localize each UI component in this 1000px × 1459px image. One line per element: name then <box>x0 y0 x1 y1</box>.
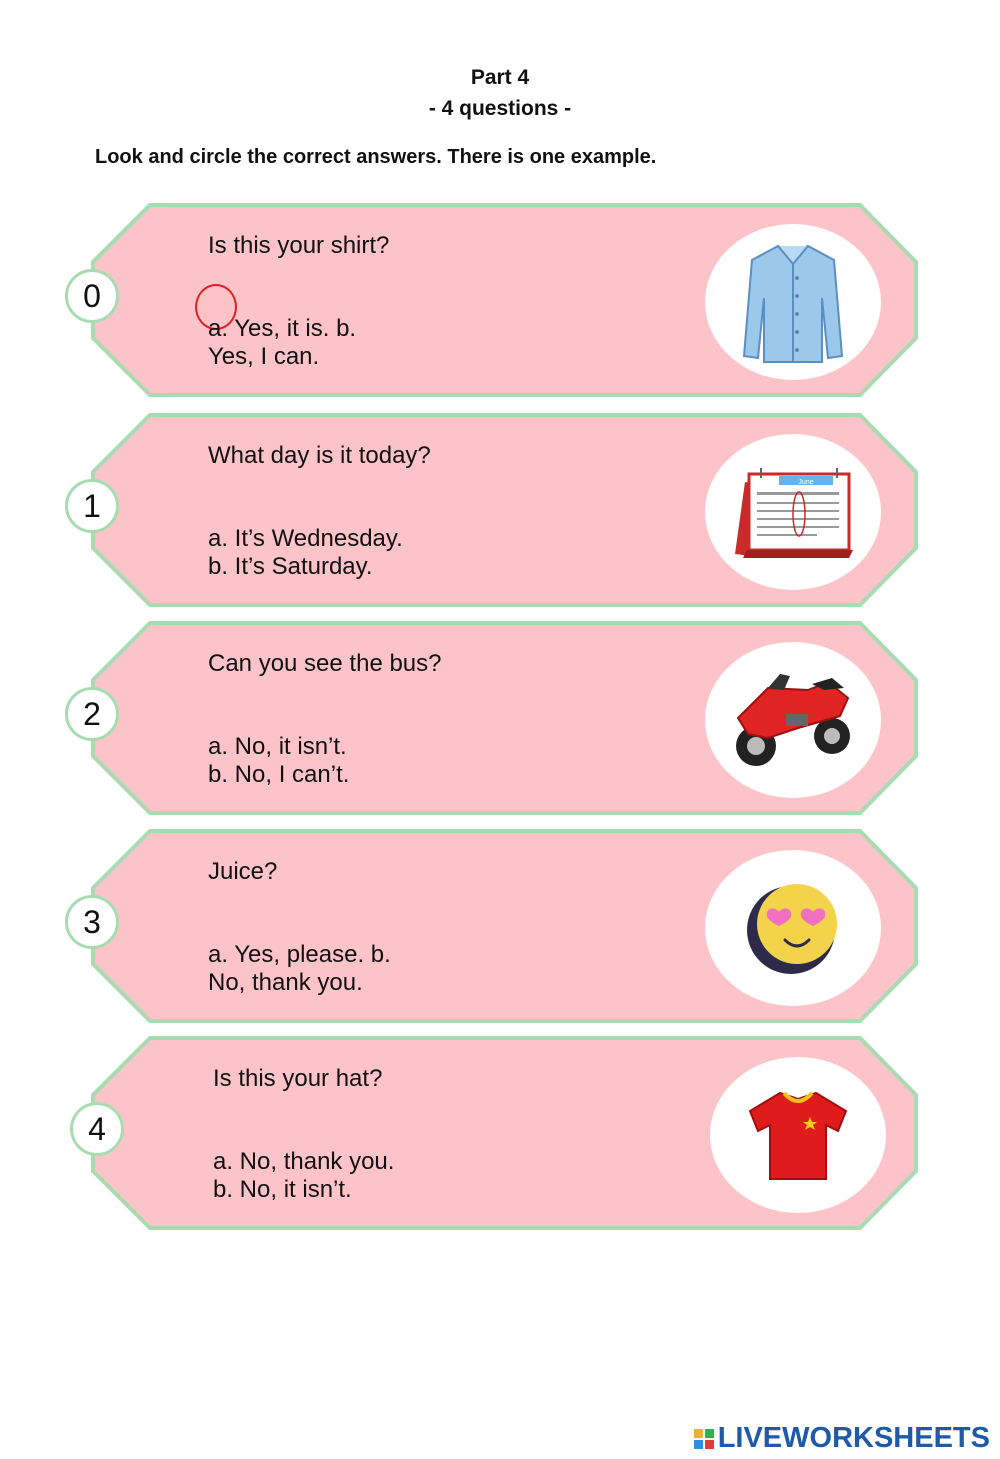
question-text: Can you see the bus? <box>208 650 442 677</box>
option-a[interactable]: a. Yes, it is. b. <box>208 315 357 342</box>
question-card-1 <box>60 412 920 608</box>
option-a[interactable]: a. No, it isn’t. <box>208 733 347 760</box>
motorcycle-icon <box>728 668 858 772</box>
picture-circle <box>705 224 881 380</box>
question-number-badge: 0 <box>65 269 119 323</box>
question-text: Juice? <box>208 858 278 885</box>
logo-blocks-icon <box>694 1429 714 1449</box>
calendar-month-label: June <box>798 479 814 486</box>
option-b[interactable]: Yes, I can. <box>208 343 320 370</box>
heart-eyes-emoji-icon <box>743 878 843 978</box>
question-text: Is this your hat? <box>213 1065 383 1092</box>
liveworksheets-logo <box>694 1422 990 1455</box>
question-text: Is this your shirt? <box>208 232 390 259</box>
question-card-3 <box>60 828 920 1024</box>
logo-text: LIVEWORKSHEETS <box>717 1422 990 1454</box>
option-a[interactable]: a. It’s Wednesday. <box>208 525 403 552</box>
question-number-badge: 3 <box>65 895 119 949</box>
picture-circle <box>710 1057 886 1213</box>
instruction-text: Look and circle the correct answers. There is one example. <box>95 146 657 168</box>
page-title: Part 4 <box>470 66 530 89</box>
picture-circle <box>705 850 881 1006</box>
option-b[interactable]: b. It’s Saturday. <box>208 553 373 580</box>
picture-circle <box>705 434 881 590</box>
picture-circle <box>705 642 881 798</box>
option-a[interactable]: a. No, thank you. <box>213 1148 395 1175</box>
question-text: What day is it today? <box>208 442 431 469</box>
question-card-4 <box>60 1035 920 1231</box>
option-b[interactable]: b. No, it isn’t. <box>213 1176 352 1203</box>
calendar-icon <box>731 464 855 560</box>
question-card-2 <box>60 620 920 816</box>
question-number-badge: 4 <box>70 1102 124 1156</box>
red-tshirt-icon <box>746 1087 850 1183</box>
question-number-badge: 1 <box>65 479 119 533</box>
question-number-badge: 2 <box>65 687 119 741</box>
page-subtitle: - 4 questions - <box>428 97 572 120</box>
question-card-0 <box>60 202 920 398</box>
option-a[interactable]: a. Yes, please. b. <box>208 941 391 968</box>
option-b[interactable]: b. No, I can’t. <box>208 761 350 788</box>
blue-shirt-icon <box>738 238 848 366</box>
option-b[interactable]: No, thank you. <box>208 969 363 996</box>
